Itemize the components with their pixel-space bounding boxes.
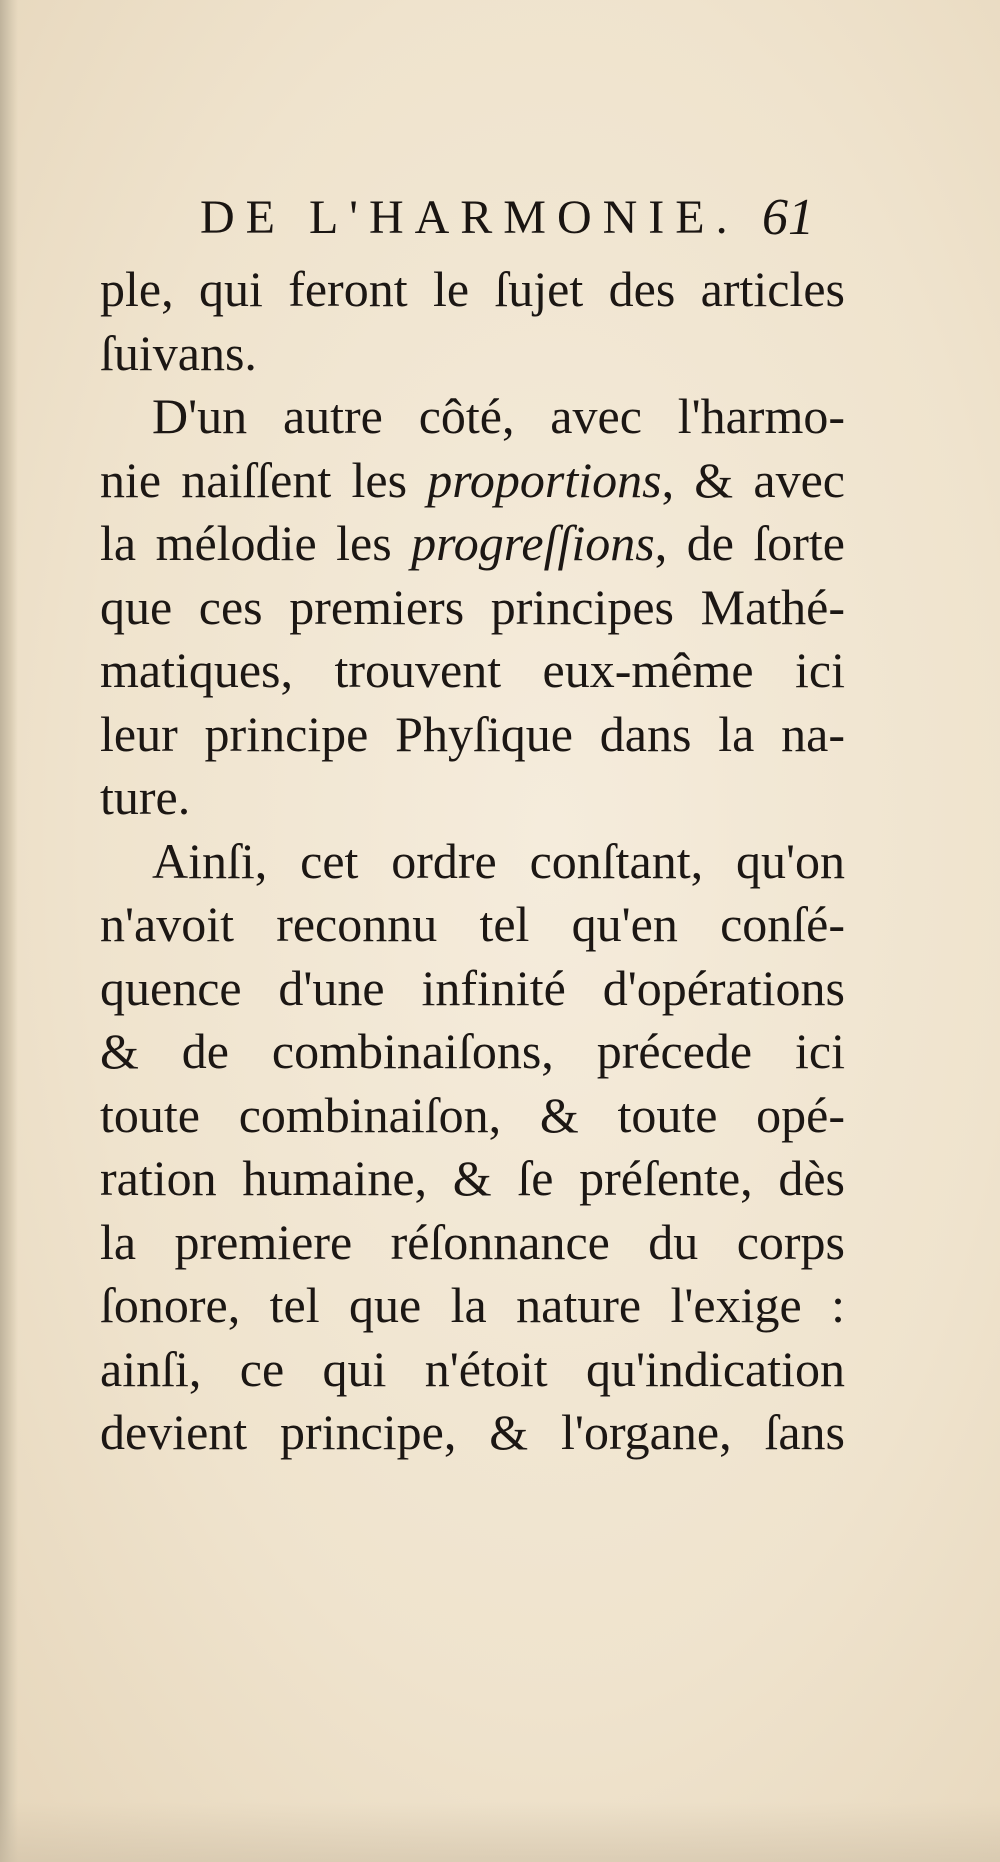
text-run: la mélodie les [100,515,412,571]
text-line: ple, qui feront le ſujet des articles [100,261,845,317]
running-head-title: DE L'HARMONIE. [200,191,739,244]
italic-term-progressions: progreſſions [411,515,655,571]
text-run: , de ſorte [654,515,846,571]
page-number: 61 [762,189,814,246]
text-line: leur principe Phyſique dans la na- [100,705,845,762]
page-edge-shadow [0,0,18,1862]
page-bottom-shade [0,1802,1000,1862]
text-line: ture. [100,769,191,825]
text-line: Ainſi, cet ordre conſtant, qu'on [152,832,845,889]
text-line: ſuivans. [100,324,257,381]
text-line: devient principe, & l'organe, ſans [100,1404,845,1460]
text-line: quence d'une infinité d'opérations [100,959,845,1016]
text-line [100,512,845,576]
text-line: n'avoit reconnu tel qu'en conſé- [100,896,845,952]
text-line: & de combinaiſons, précede ici [100,1023,845,1079]
text-line: matiques, trouvent eux-même ici [100,642,845,698]
running-head [0,188,1000,258]
text-line [100,449,845,513]
text-run: , & avec [661,451,846,508]
body-text [100,258,845,1465]
text-line: ſonore, tel que la nature l'exige : [100,1277,845,1333]
text-line: ainſi, ce qui n'étoit qu'indication [100,1340,845,1397]
italic-term-proportions: proportions [427,451,662,508]
text-line: D'un autre côté, avec l'harmo- [152,388,845,444]
text-line: la premiere réſonnance du corps [100,1213,845,1270]
text-line: ration humaine, & ſe préſente, dès [100,1150,845,1206]
text-line: toute combinaiſon, & toute opé- [100,1086,845,1143]
text-line: que ces premiers principes Mathé- [100,578,845,635]
text-run: nie naiſſent les [100,451,428,508]
